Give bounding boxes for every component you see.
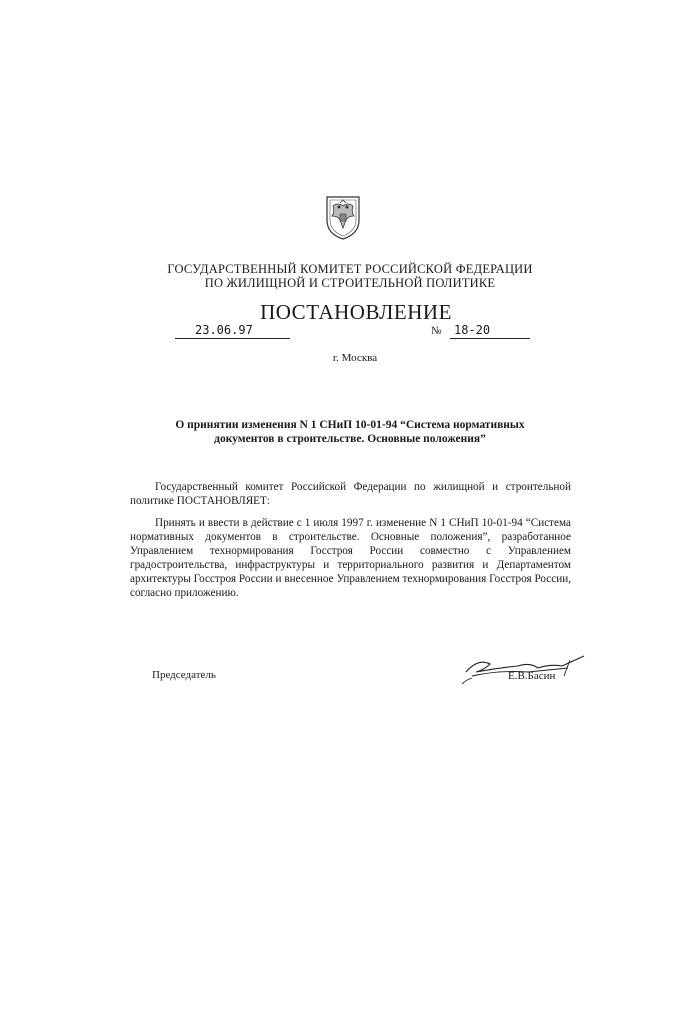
document-body [130,480,571,600]
organization-line-2: ПО ЖИЛИЩНОЙ И СТРОИТЕЛЬНОЙ ПОЛИТИКЕ [204,276,496,290]
organization-line-1: ГОСУДАРСТВЕННЫЙ КОМИТЕТ РОССИЙСКОЙ ФЕДЕРАЦИИ [167,262,533,276]
document-number: 18-20 [450,323,530,339]
document-date: 23.06.97 [175,323,290,339]
signatory-title: Председатель [152,669,216,681]
document-type-title: ПОСТАНОВЛЕНИЕ [260,300,452,324]
organization-name [0,262,700,290]
body-paragraph-1: Государственный комитет Российской Федерации по жилищной и строительной политике ПОСТАНОВЛЯЕТ: [130,481,571,507]
body-paragraph-2: Принять и ввести в действие с 1 июля 1997 г. изменение N 1 СНиП 10-01-94 “Система нормативных документов в строительстве. Основные положения”, разработанное Управлением технормирования Госстроя России совместно с Управлением градостроительства, инфраструктуры и территориального развития и Департаментом архитектуры Госстроя России и внесенное Управлением технормирования Госстроя России, согласно приложению. [130,517,571,599]
document-subject [150,418,550,446]
subject-line-2: документов в строительстве. Основные положения” [214,433,486,445]
subject-line-1: О принятии изменения N 1 СНиП 10-01-94 “Система нормативных [175,419,525,431]
number-sign: № [431,325,442,337]
coat-of-arms-icon [318,192,368,242]
signatory-name: Е.В.Басин [508,670,556,682]
document-city: г. Москва [332,352,378,364]
